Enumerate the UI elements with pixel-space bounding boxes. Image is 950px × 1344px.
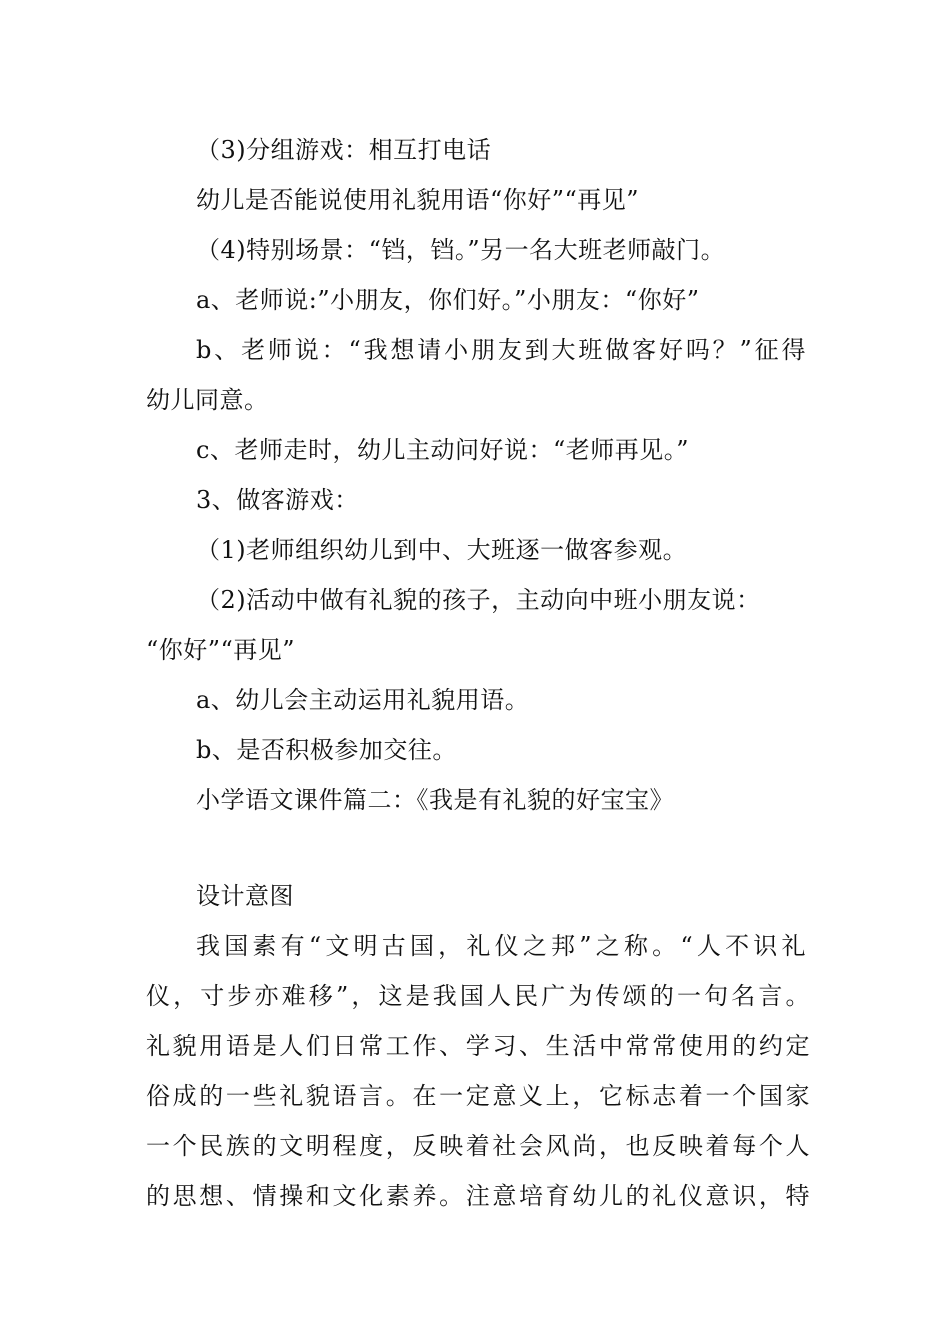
text-line: b、是否积极参加交往。 bbox=[196, 736, 457, 764]
text-line: a、老师说:”小朋友，你们好。”小朋友：“你好” bbox=[196, 286, 700, 314]
text-line: （2)活动中做有礼貌的孩子，主动向中班小朋友说： bbox=[196, 586, 761, 614]
section-heading: 小学语文课件篇二：《我是有礼貌的好宝宝》 bbox=[196, 786, 674, 814]
text-line: 礼貌用语是人们日常工作、学习、生活中常常使用的约定 bbox=[146, 1032, 810, 1060]
text-line: （3)分组游戏：相互打电话 bbox=[196, 136, 492, 164]
text-line: 幼儿同意。 bbox=[146, 386, 269, 414]
text-line: 的思想、情操和文化素养。注意培育幼儿的礼仪意识，特 bbox=[146, 1182, 810, 1210]
text-line: a、幼儿会主动运用礼貌用语。 bbox=[196, 686, 530, 714]
text-line: 俗成的一些礼貌语言。在一定意义上，它标志着一个国家 bbox=[146, 1082, 810, 1110]
subheading: 设计意图 bbox=[196, 882, 294, 910]
text-line: 我国素有“文明古国，礼仪之邦”之称。“人不识礼 bbox=[196, 932, 806, 960]
text-line: （4)特别场景：“铛，铛。”另一名大班老师敲门。 bbox=[196, 236, 726, 264]
text-line: 3、做客游戏： bbox=[196, 486, 359, 514]
text-line: b、老师说：“我想请小朋友到大班做客好吗？”征得 bbox=[196, 336, 806, 364]
text-line: 幼儿是否能说使用礼貌用语“你好”“再见” bbox=[196, 186, 640, 214]
text-line: 一个民族的文明程度，反映着社会风尚，也反映着每个人 bbox=[146, 1132, 810, 1160]
text-line: c、老师走时，幼儿主动问好说：“老师再见。” bbox=[196, 436, 689, 464]
text-line: “你好”“再见” bbox=[146, 636, 296, 664]
text-line: （1)老师组织幼儿到中、大班逐一做客参观。 bbox=[196, 536, 688, 564]
text-line: 仪，寸步亦难移”，这是我国人民广为传颂的一句名言。 bbox=[146, 982, 810, 1010]
